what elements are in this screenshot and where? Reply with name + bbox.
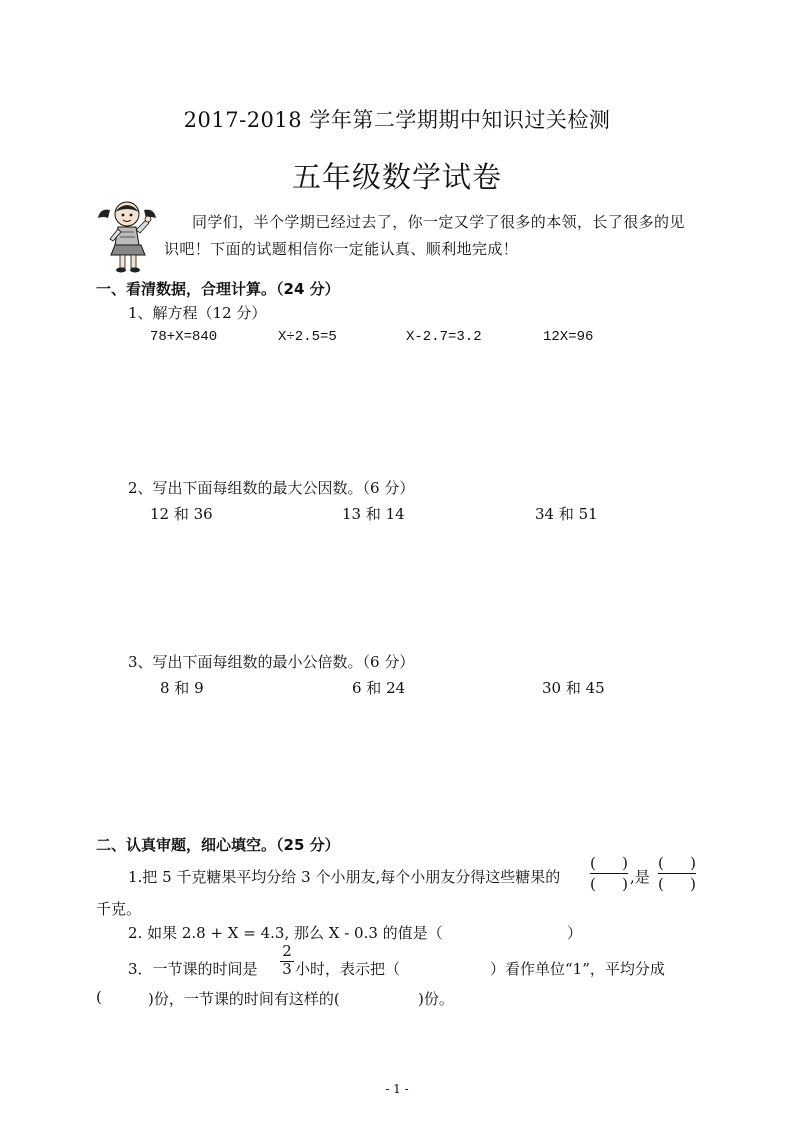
q1-label: 1、解方程（12 分） bbox=[128, 304, 267, 322]
gcd-pair-3: 34 和 51 bbox=[535, 505, 598, 523]
section-1-heading: 一、看清数据，合理计算。（24 分） bbox=[96, 280, 340, 298]
intro-line-2: 识吧！下面的试题相信你一定能认真、顺利地完成！ bbox=[164, 240, 519, 258]
lcm-pair-2: 6 和 24 bbox=[352, 679, 406, 697]
fill-q3-part3: ）看作单位“1”，平均分成 bbox=[490, 960, 665, 978]
fill-q3-part1: 3．一节课的时间是 bbox=[128, 960, 258, 978]
gcd-pair-1: 12 和 36 bbox=[150, 505, 213, 523]
equation-2: X÷2.5=5 bbox=[278, 329, 337, 345]
fill-q3-line2-mid: )份，一节课的时间有这样的( bbox=[148, 990, 340, 1008]
equation-4: 12X=96 bbox=[543, 329, 594, 345]
exam-title: 2017-2018 学年第二学期期中知识过关检测 bbox=[183, 108, 611, 132]
girl-illustration-icon bbox=[96, 196, 160, 276]
section-2-heading: 二、认真审题，细心填空。（25 分） bbox=[96, 836, 340, 854]
fill-q1-tail: 千克。 bbox=[96, 900, 142, 918]
fraction-two-thirds: 2 3 bbox=[280, 944, 294, 979]
page-number: - 1 - bbox=[385, 1082, 409, 1096]
intro-line-1: 同学们，半个学期已经过去了，你一定又学了很多的本领，长了很多的见 bbox=[192, 213, 685, 231]
fill-q1-text: 1.把 5 千克糖果平均分给 3 个小朋友,每个小朋友分得这些糖果的 bbox=[128, 868, 561, 886]
fill-q3-part2: 小时，表示把（ bbox=[295, 960, 401, 978]
fill-q2-text: 2. 如果 2.8 + X = 4.3, 那么 X - 0.3 的值是（ bbox=[128, 924, 443, 942]
lcm-pair-1: 8 和 9 bbox=[160, 679, 204, 697]
fill-q2-blank-close[interactable]: ） bbox=[567, 924, 583, 942]
q3-label: 3、写出下面每组数的最小公倍数。（6 分） bbox=[128, 653, 415, 671]
gcd-pair-2: 13 和 14 bbox=[342, 505, 405, 523]
equation-1: 78+X=840 bbox=[150, 329, 218, 345]
fill-q1-fraction-blank-2[interactable]: ( ) ( ) bbox=[658, 854, 696, 893]
fill-q3-line2-end: )份。 bbox=[418, 990, 454, 1008]
exam-subtitle: 五年级数学试卷 bbox=[291, 160, 502, 194]
lcm-pair-3: 30 和 45 bbox=[542, 679, 605, 697]
fill-q3-line2-open[interactable]: ( bbox=[96, 988, 102, 1006]
q2-label: 2、写出下面每组数的最大公因数。（6 分） bbox=[128, 479, 415, 497]
fill-q1-fraction-blank-1[interactable]: ( ) ( ) bbox=[590, 854, 628, 893]
fill-q1-mid: ,是 bbox=[630, 868, 650, 886]
equation-3: X-2.7=3.2 bbox=[406, 329, 482, 345]
